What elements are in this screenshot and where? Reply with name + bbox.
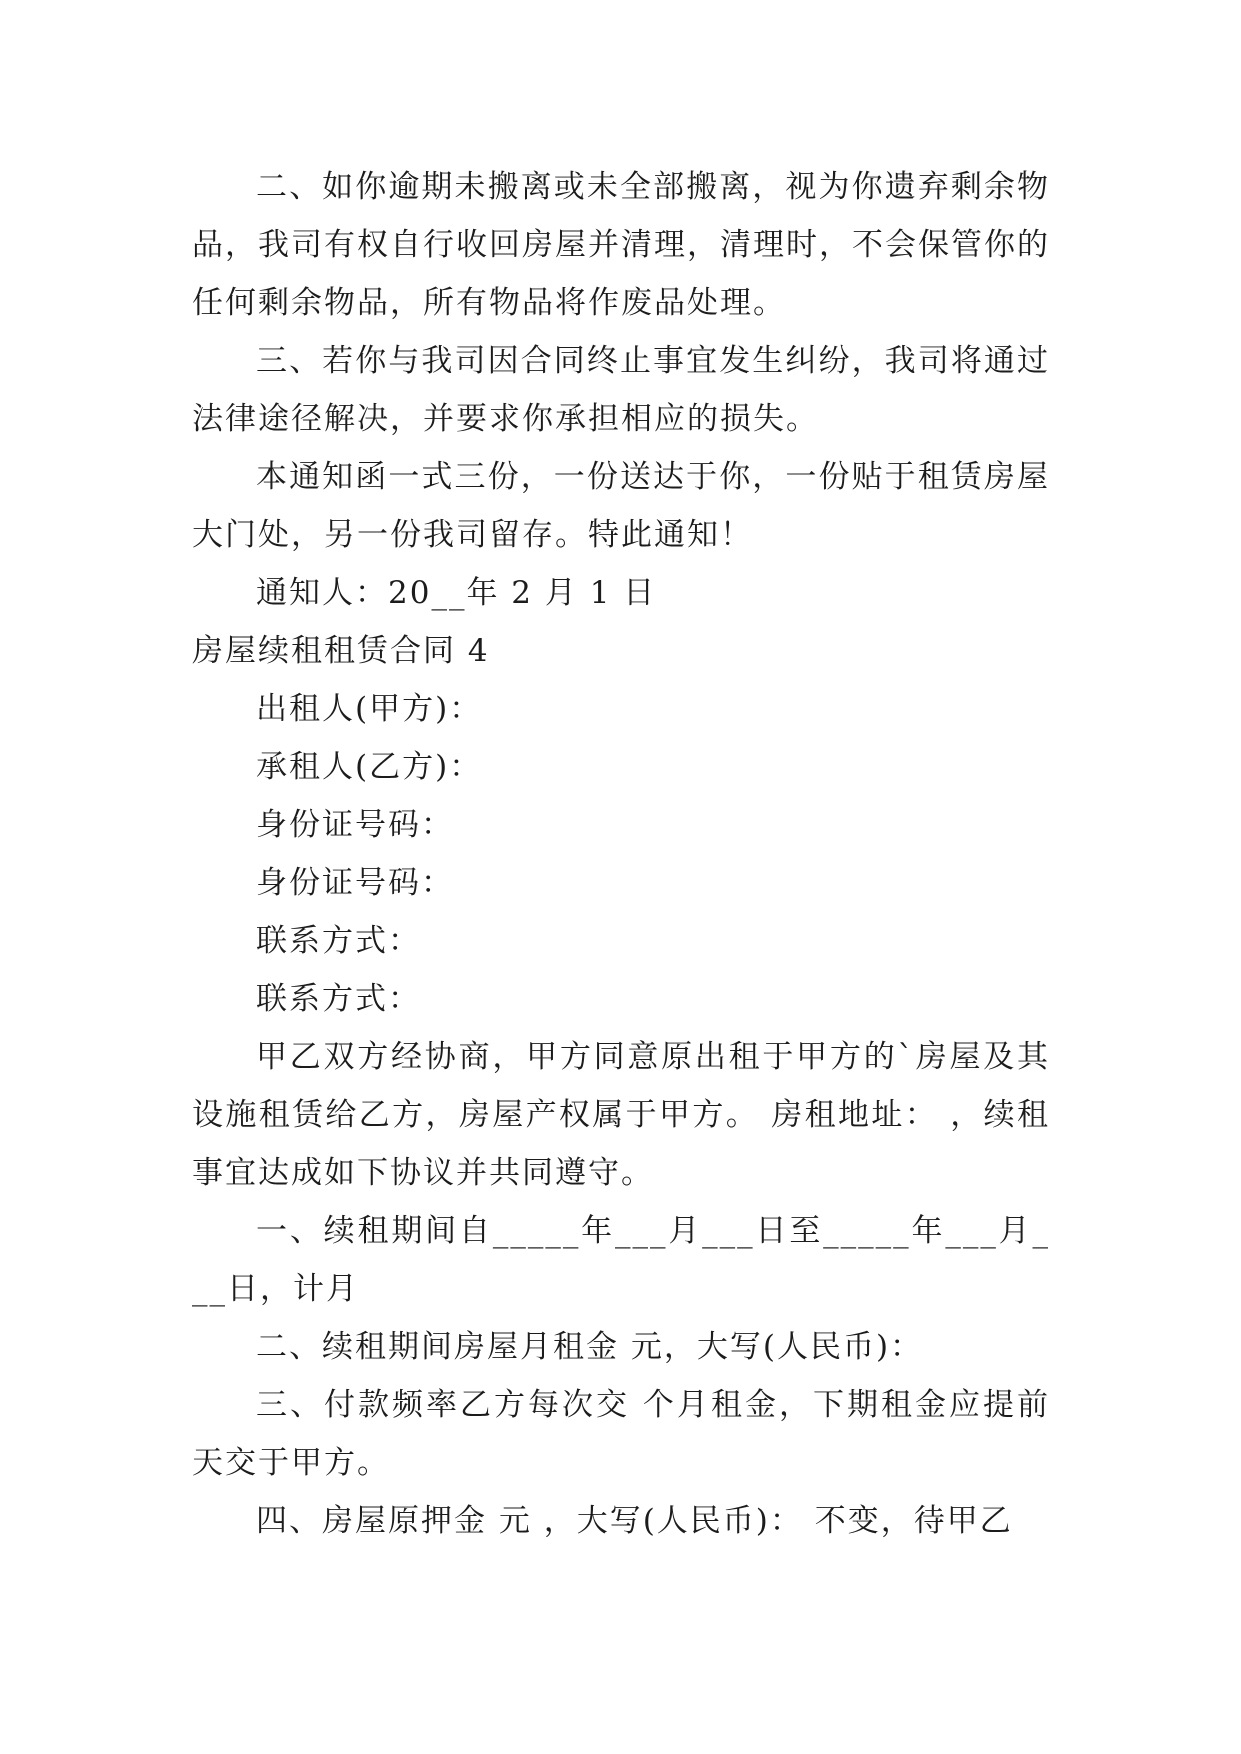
paragraph-copies-notice: 本通知函一式三份，一份送达于你，一份贴于租赁房屋大门处，另一份我司留存。特此通知！	[192, 459, 1050, 553]
paragraph-eviction-clause: 二、如你逾期未搬离或未全部搬离，视为你遗弃剩余物品，我司有权自行收回房屋并清理，清理时，不会保管你的任何剩余物品，所有物品将作废品处理。	[192, 169, 1050, 321]
paragraph-agreement-intro: 甲乙双方经协商，甲方同意原出租于甲方的`房屋及其设施租赁给乙方，房屋产权属于甲方。 房租地址： ，续租事宜达成如下协议并共同遵守。	[192, 1039, 1050, 1191]
contract-title: 房屋续租租赁合同 4	[192, 633, 490, 669]
field-id-number-1: 身份证号码：	[256, 807, 454, 843]
paragraph-payment-frequency: 三、付款频率乙方每次交 个月租金，下期租金应提前天交于甲方。	[192, 1387, 1050, 1481]
field-contact-1: 联系方式：	[256, 923, 421, 959]
paragraph-dispute-clause: 三、若你与我司因合同终止事宜发生纠纷，我司将通过法律途径解决，并要求你承担相应的损失。	[192, 343, 1050, 437]
paragraph-deposit: 四、房屋原押金 元 ，大写(人民币)： 不变，待甲乙	[256, 1503, 1013, 1539]
field-id-number-2: 身份证号码：	[256, 865, 454, 901]
field-lessor: 出租人(甲方)：	[256, 691, 483, 727]
document-page	[192, 158, 1050, 1550]
field-lessee: 承租人(乙方)：	[256, 749, 483, 785]
paragraph-notifier-date: 通知人：20__年 2 月 1 日	[256, 575, 657, 611]
paragraph-renewal-period: 一、续租期间自_____年___月___日至_____年___月___日，计月	[192, 1213, 1050, 1307]
paragraph-monthly-rent: 二、续租期间房屋月租金 元，大写(人民币)：	[256, 1329, 924, 1365]
field-contact-2: 联系方式：	[256, 981, 421, 1017]
